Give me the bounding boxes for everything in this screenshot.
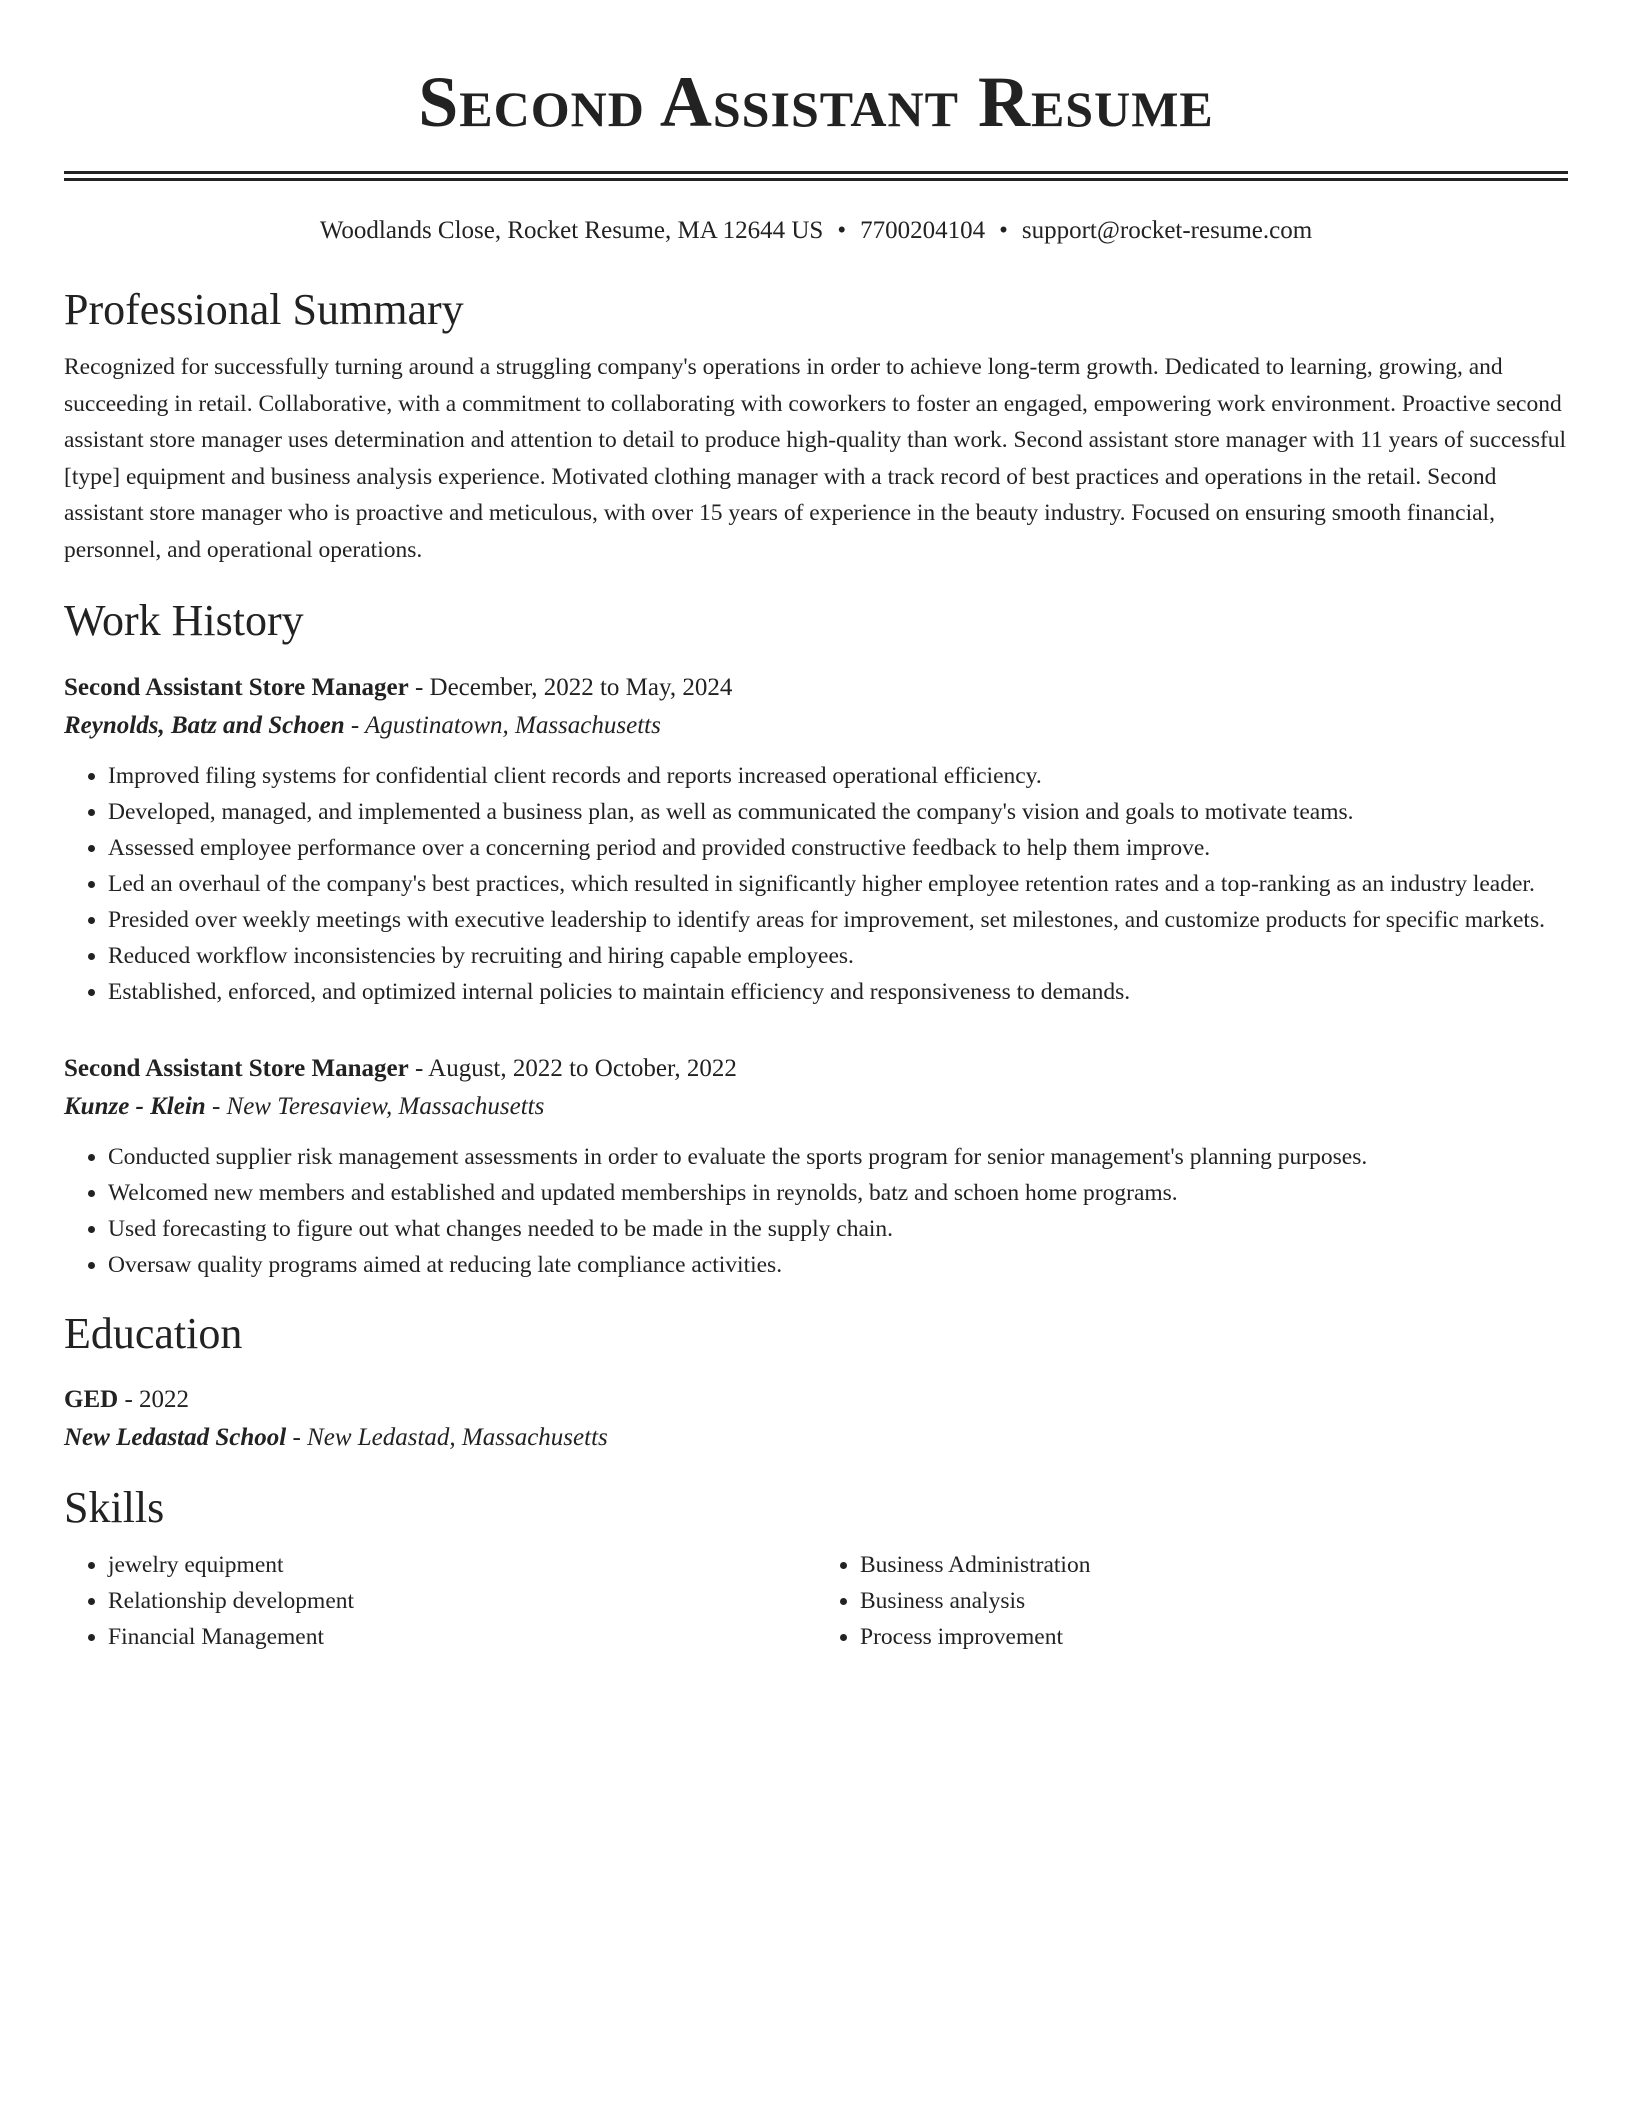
job-entry <box>64 669 1568 1010</box>
education-year: - 2022 <box>118 1386 190 1413</box>
list-item: • Assessed employee performance over a concerning period and provided constructive feedback to help them improve. <box>108 830 1568 866</box>
list-item: • Presided over weekly meetings with executive leadership to identify areas for improvement, set milestones, and customize products for specific markets. <box>108 902 1568 938</box>
contact-separator: • <box>999 217 1008 244</box>
job-dates: - August, 2022 to October, 2022 <box>408 1055 737 1082</box>
contact-line <box>64 215 1568 247</box>
job-company: Kunze - Klein <box>64 1093 206 1120</box>
skill-item: • Business Administration <box>860 1547 1568 1583</box>
work-history-heading: Work History <box>64 596 304 645</box>
list-item: • Used forecasting to figure out what changes needed to be made in the supply chain. <box>108 1211 1568 1247</box>
skills-list-left <box>64 1547 816 1655</box>
job-company: Reynolds, Batz and Schoen <box>64 712 345 739</box>
job-entry <box>64 1050 1568 1283</box>
contact-separator: • <box>837 217 847 244</box>
contact-email: support@rocket-resume.com <box>1021 217 1313 244</box>
job-bullet-list <box>64 1139 1568 1283</box>
education-degree: GED <box>64 1386 119 1413</box>
job-dates: - December, 2022 to May, 2024 <box>408 674 733 701</box>
contact-address: Woodlands Close, Rocket Resume, MA 12644 US <box>319 217 824 244</box>
education-school: New Ledastad School <box>64 1424 287 1451</box>
job-role: Second Assistant Store Manager <box>64 674 409 701</box>
list-item: • Welcomed new members and established and updated memberships in reynolds, batz and schoen home programs. <box>108 1175 1568 1211</box>
list-item: • Reduced workflow inconsistencies by recruiting and hiring capable employees. <box>108 938 1568 974</box>
skill-item: • Process improvement <box>860 1619 1568 1655</box>
education-school-line <box>64 1419 1568 1457</box>
skills-heading: Skills <box>64 1483 165 1532</box>
education-heading: Education <box>64 1309 243 1358</box>
job-title-line <box>64 669 1568 707</box>
education-entry <box>64 1381 1568 1457</box>
skill-item: • Financial Management <box>108 1619 816 1655</box>
job-location: - New Teresaview, Massachusetts <box>205 1093 545 1120</box>
education-degree-line <box>64 1381 1568 1419</box>
skill-item: • jewelry equipment <box>108 1547 816 1583</box>
resume-title: Second Assistant Resume <box>418 62 1214 142</box>
job-company-line <box>64 1088 1568 1126</box>
job-location: - Agustinatown, Massachusetts <box>344 712 661 739</box>
list-item: • Developed, managed, and implemented a business plan, as well as communicated the company's vision and goals to motivate teams. <box>108 794 1568 830</box>
summary-heading: Professional Summary <box>64 285 464 334</box>
list-item: • Conducted supplier risk management assessments in order to evaluate the sports program for senior management's planning purposes. <box>108 1139 1568 1175</box>
list-item: • Improved filing systems for confidential client records and reports increased operational efficiency. <box>108 758 1568 794</box>
list-item: • Led an overhaul of the company's best practices, which resulted in significantly higher employee retention rates and a top-ranking as an industry leader. <box>108 866 1568 902</box>
skills-grid <box>64 1547 1568 1655</box>
skills-list-right <box>816 1547 1568 1655</box>
contact-phone: 7700204104 <box>860 217 986 244</box>
skill-item: • Business analysis <box>860 1583 1568 1619</box>
job-role: Second Assistant Store Manager <box>64 1055 409 1082</box>
summary-text: Recognized for successfully turning around a struggling company's operations in order to achieve long-term growth. Dedicated to learning, growing, and succeeding in retail. Collaborative, with a commitment to collaborating with coworkers to foster an engaged, empowering work environment. Proactive second assistant store manager uses determination and attention to detail to produce high-quality than work. Second assistant store manager with 11 years of successful [type] equipment and business analysis experience. Motivated clothing manager with a track record of best practices and operations in the retail. Second assistant store manager who is proactive and meticulous, with over 15 years of experience in the beauty industry. Focused on ensuring smooth financial, personnel, and operational operations. <box>64 354 1567 563</box>
job-title-line <box>64 1050 1568 1088</box>
title-double-rule <box>64 171 1568 181</box>
job-company-line <box>64 707 1568 745</box>
education-location: - New Ledastad, Massachusetts <box>286 1424 608 1451</box>
job-bullet-list <box>64 758 1568 1010</box>
list-item: • Oversaw quality programs aimed at reducing late compliance activities. <box>108 1247 1568 1283</box>
list-item: • Established, enforced, and optimized internal policies to maintain efficiency and responsiveness to demands. <box>108 974 1568 1010</box>
skill-item: • Relationship development <box>108 1583 816 1619</box>
